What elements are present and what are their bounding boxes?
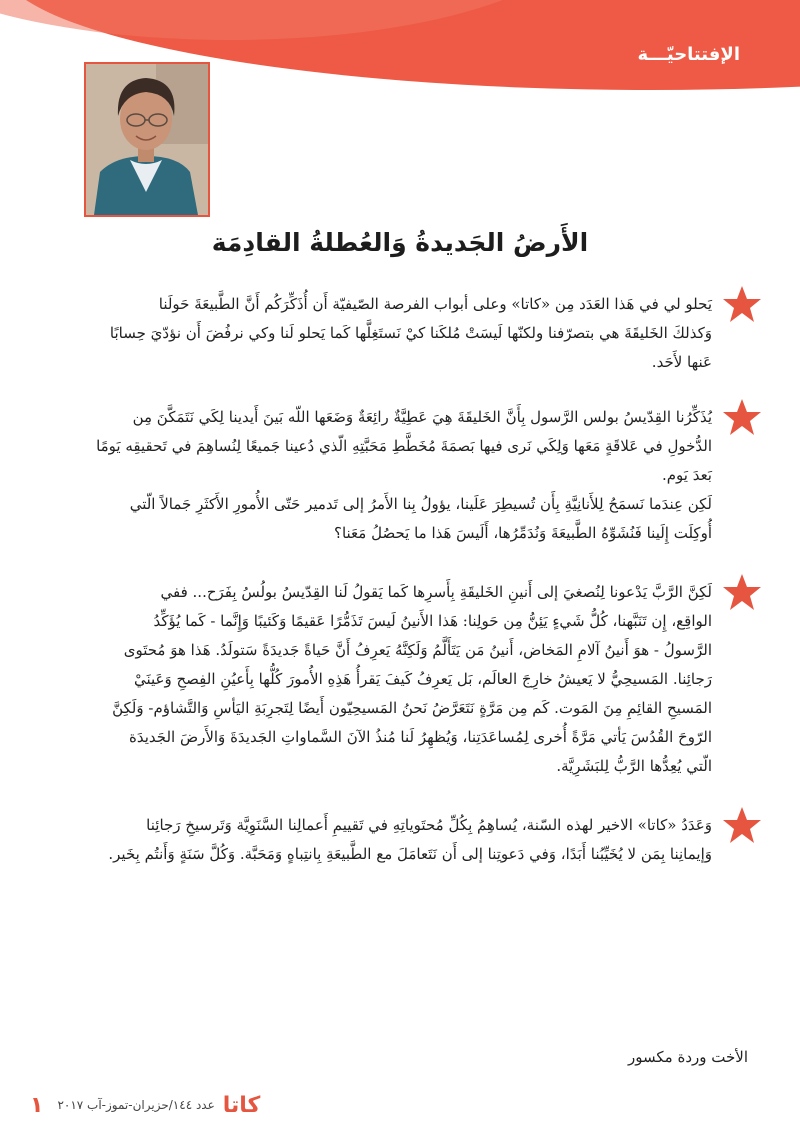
author-photo (84, 62, 210, 217)
page-number: ١ (30, 1092, 44, 1118)
article-body (52, 290, 748, 869)
paragraph-line: الواقِع، إِن تَنَبَّهنا، كُلُّ شَيءٍ يَئِنُّ مِن حَولِنا: هَذا الأَنينُ لَيسَ تَذَمُّرًا عَقيمًا وَكَئيبًا وَإِنَّما - كَما يُؤَكِّدُ (153, 612, 712, 630)
magazine-logo: كاتا (222, 1092, 261, 1118)
star-icon (722, 805, 762, 845)
paragraph-line: الدُّخولِ في عَلاقَةٍ مَعَها وَلِكَي نَرى فيها بَصمَةَ مُخَطَّطِ مَحَبَّتِهِ الّذي دُعينا جَميعًا لِنُساهِمَ في تَحقيقِه يَومًا (96, 437, 712, 455)
paragraph-line: رَجائِنا. المَسيحِيُّ لا يَعيشُ خارِجَ العالَم، بَل يَعرِفُ كَيفَ يَقرأُ هَذِهِ الأُمورَ كُلُّها بِأَعيُنِ الفِصحِ وَعَينَيْ (133, 670, 712, 688)
article-title: الأَرضُ الجَديدةُ وَالعُطلةُ القادِمَة (211, 228, 589, 257)
paragraph-line: وَكذلكَ الخَليقَةَ هي بتصرّفنا ولكنّها لَيسَتْ مُلكَنا كيْ نَستَغِلَّها كَما يَحلو لَنا وكي نرفُضَ أَن نؤدّيَ حِسابًا (109, 324, 712, 342)
paragraph-line: المَسيحِ القائِمِ مِنَ المَوت. كَم مِن مَرَّةٍ نَتَعَرَّضُ نَحنُ المَسيحِيّون أَيضًا لِتَجرِبَةِ اليَأسِ وَالتَّشاؤم- وَلَكِنَّ (112, 699, 712, 717)
paragraph-3 (52, 578, 748, 781)
paragraph-line: الّتي يُعِدُّها الرَّبُّ لِلبَشَرِيَّة. (556, 757, 712, 775)
paragraph-line: يُذَكِّرُنا القِدّيسُ بولس الرَّسول بِأَنَّ الخَليقَةَ هِيَ عَطِيَّةٌ رائِعَةٌ وَضَعَها اللّه بَينَ أَيدينا لِكَي نَتَمَكَّنَ مِن (132, 408, 712, 426)
paragraph-line: الرّوحَ القُدُسَ يَأتي مَرَّةً أُخرى لِمُساعَدَتِنا، وَيُظهِرُ لَنا مُنذُ الآنَ السَّماواتِ الجَديدَةَ وَالأَرضَ الجَديدَة (128, 728, 712, 746)
section-label: الإفتتاحيّـــة (637, 44, 740, 65)
paragraph-line: وَعَدَدُ «كاتا» الاخير لهذه السّنة، يُساهِمُ بِكُلِّ مُحتَوياتِهِ في تَقييمِ أَعمالِنا السَّنَوِيَّة وَتَرسيخِ رَجائِنا (146, 816, 712, 834)
paragraph-1 (52, 290, 748, 377)
paragraph-line: وَإيمانِنا بِمَن لا يُخَيِّبُنا أَبَدًا، وَفي دَعوتِنا إلى أَن نَتَعامَلَ مع الطَّبيعَةِ بِانتِباهٍ وَمَحَبَّة. وَكُلَّ سَنَةٍ وَأَنتُم بِخَير. (108, 845, 712, 863)
issue-info: عدد ١٤٤/حزيران-تموز-آب ٢٠١٧ (57, 1098, 215, 1112)
paragraph-line: الرَّسولُ - هوَ أَنينُ آلامِ المَخاض، أَنينُ مَن يَتَأَلَّمُ وَلَكِنَّهُ يَعرِفُ أَنَّ حَياةً جَديدَةً سَتولَدُ. هَذا هوَ مُحتَوى (123, 641, 712, 659)
star-icon (722, 397, 762, 437)
paragraph-line: يَحلو لي في هَذا العَدَد مِن «كاتا» وعلى أبواب الفرصة الصّيفيّة أَن أُذَكِّرَكُم أَنَّ الطَّبيعَةَ حَولَنا (158, 295, 712, 313)
author-signature: الأخت وردة مكسور (628, 1048, 748, 1066)
paragraph-line: عَنها لأَحَد. (651, 353, 712, 371)
paragraph-line: لَكِن عِندَما نَسمَحُ لِلأَنانِيَّةِ بِأَن تُسيطِرَ عَلَينا، يؤولُ بِنا الأَمرُ إلى تَدمير حَتّى الأُمورِ الأَكثَرِ جَمالاً الّتي (129, 495, 712, 513)
star-icon (722, 572, 762, 612)
paragraph-4 (52, 811, 748, 869)
paragraph-line: لَكِنَّ الرَّبَّ يَدْعونا لِنُصغيَ إلى أَنينِ الخَليقَةِ بِأَسرِها كَما يَقولُ لَنا القِدّيسُ بولُسُ بِفَرَح... ففي (160, 583, 712, 601)
paragraph-line: بَعدَ يَوم. (661, 466, 712, 484)
paragraph-2 (52, 403, 748, 548)
paragraph-line: أُوكِلَت إِلَينا فَنُشَوِّهُ الطَّبيعَةَ وَنُدَمِّرُها، أَلَيسَ هَذا ما يَحصُلُ مَعَنا؟ (333, 524, 712, 542)
page-footer (30, 1090, 800, 1120)
star-icon (722, 284, 762, 324)
